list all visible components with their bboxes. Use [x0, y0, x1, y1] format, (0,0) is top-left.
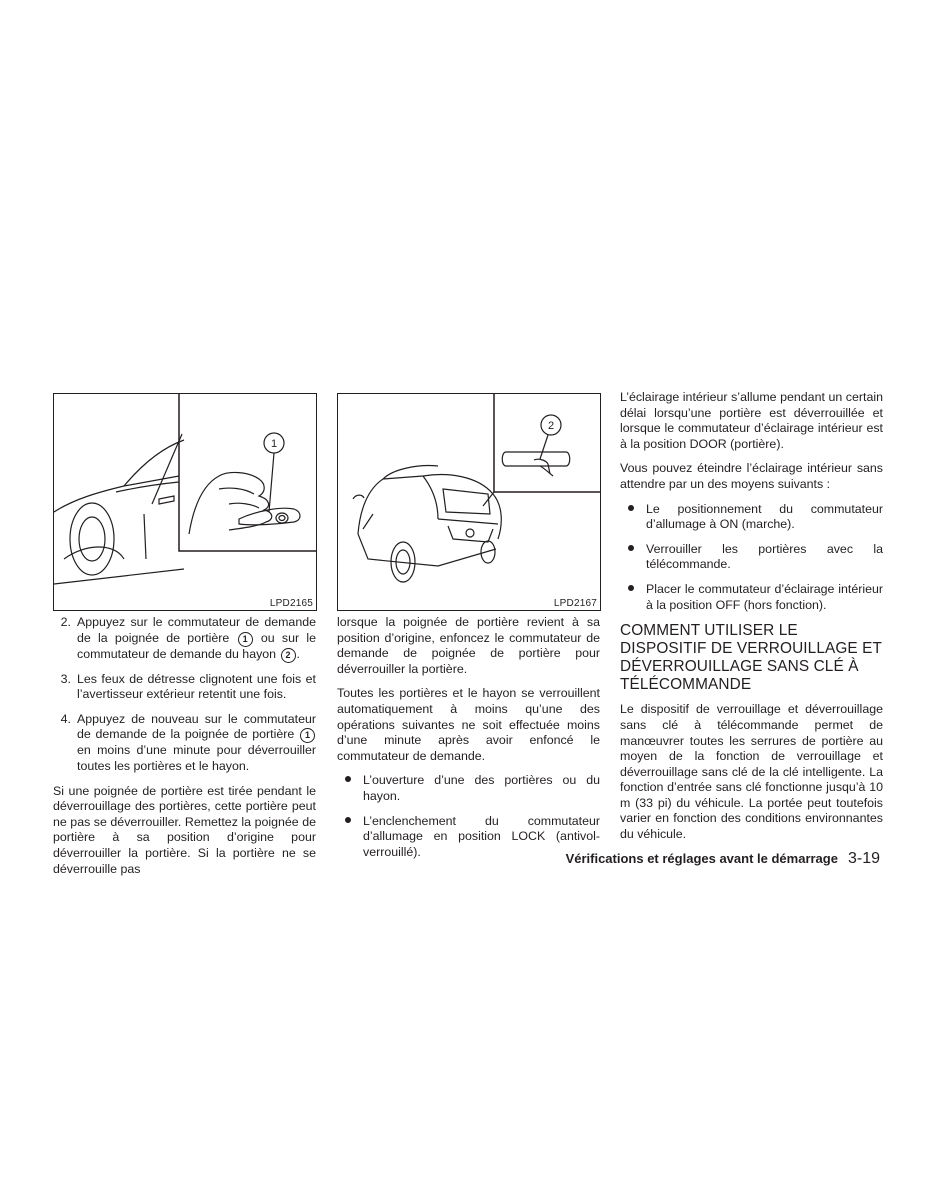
column-2 [337, 615, 600, 869]
bullet-icon [620, 582, 646, 613]
step-3 [53, 672, 316, 703]
figure-door-handle [53, 393, 317, 611]
column-1 [53, 615, 316, 886]
section-title: Vérifications et réglages avant le démarrage [565, 851, 838, 866]
bullet-item [620, 582, 883, 613]
bullet-item [620, 542, 883, 573]
bullet-text: L’enclenchement du commutateur d’allumage en position LOCK (antivol-verrouillé). [363, 813, 600, 859]
callout-2-label: 2 [547, 420, 555, 432]
bullet-text: L’ouverture d’une des portières ou du hayon. [363, 773, 600, 803]
step-4 [53, 712, 316, 775]
page-footer [566, 850, 880, 868]
bullet-icon [337, 814, 363, 861]
bullet-item [620, 502, 883, 533]
step-text-part: en moins d’une minute pour déverrouiller toutes les portières et le hayon. [77, 743, 316, 773]
step-2 [53, 615, 316, 663]
section-heading: COMMENT UTILISER LE DISPOSITIF DE VERROUILLAGE ET DÉVERROUILLAGE SANS CLÉ À TÉLÉCOMMANDE [620, 622, 882, 693]
paragraph: Vous pouvez éteindre l’éclairage intérieur sans attendre par un des moyens suivants : [620, 461, 883, 491]
bullet-item [337, 773, 600, 804]
paragraph: Toutes les portières et le hayon se verrouillent automatiquement à moins qu’une des opérations suivantes ne soit effectuée moins d’une minute après avoir enfoncé le commutateur de demande. [337, 686, 600, 763]
bullet-text: Le positionnement du commutateur d’allumage à ON (marche). [646, 501, 883, 532]
step-text [77, 615, 316, 663]
bullet-text: Verrouiller les portières avec la télécommande. [646, 541, 883, 572]
bullet-item [337, 814, 600, 861]
step-number: 4. [60, 711, 71, 726]
paragraph: Si une poignée de portière est tirée pendant le déverrouillage des portières, cette portière peut ne pas se déverrouiller. Remettez la poignée de portière à sa position d’origine pour déverrouiller la portière. Si la portière ne se déverrouille pas [53, 783, 316, 876]
step-text: Les feux de détresse clignotent une fois et l’avertisseur extérieur retentit une fois. [77, 671, 316, 702]
door-handle-illustration [54, 394, 316, 610]
figure-code: LPD2165 [269, 598, 313, 609]
step-text-part: . [296, 646, 300, 661]
step-text-part: ou sur le commutateur de demande du hayon [77, 630, 317, 661]
step-text [77, 712, 316, 775]
figure-hatch-switch [337, 393, 601, 611]
column-3 [620, 390, 883, 852]
paragraph: lorsque la poignée de portière revient à sa position d’origine, enfoncez le commutateur de demande de poignée de portière pour déverrouiller la portière. [337, 615, 600, 676]
callout-1-label: 1 [270, 438, 278, 450]
hatch-illustration [338, 394, 600, 610]
figure-code: LPD2167 [553, 598, 597, 609]
callout-1-ref: 1 [238, 632, 253, 647]
paragraph: Le dispositif de verrouillage et déverrouillage sans clé à télécommande permet de manœuvrer toutes les serrures de portière au moyen de la fonction de verrouillage et déverrouillage sans clé de la clé intelligente. La fonction d’entrée sans clé fonctionne jusqu’à 10 m (33 pi) du véhicule. La portée peut toutefois varier en fonction des conditions environnantes du véhicule. [620, 702, 883, 842]
page-number: 3-19 [847, 850, 880, 867]
paragraph: L’éclairage intérieur s’allume pendant un certain délai lorsqu’une portière est déverrouillée et lorsque le commutateur d’éclairage intérieur est à la position DOOR (portière). [620, 390, 883, 451]
step-number: 3. [60, 671, 71, 686]
bullet-icon [620, 542, 646, 573]
bullet-text: Placer le commutateur d’éclairage intérieur à la position OFF (hors fonction). [646, 581, 883, 612]
bullet-icon [337, 773, 363, 804]
callout-1-ref: 1 [300, 728, 315, 743]
bullet-icon [620, 502, 646, 533]
step-text-part: Appuyez sur le commutateur de demande de la poignée de portière [77, 615, 316, 645]
step-text-part: Appuyez de nouveau sur le commutateur de demande de la poignée de portière [77, 711, 316, 742]
callout-2-ref: 2 [281, 648, 296, 663]
step-number: 2. [60, 615, 71, 629]
